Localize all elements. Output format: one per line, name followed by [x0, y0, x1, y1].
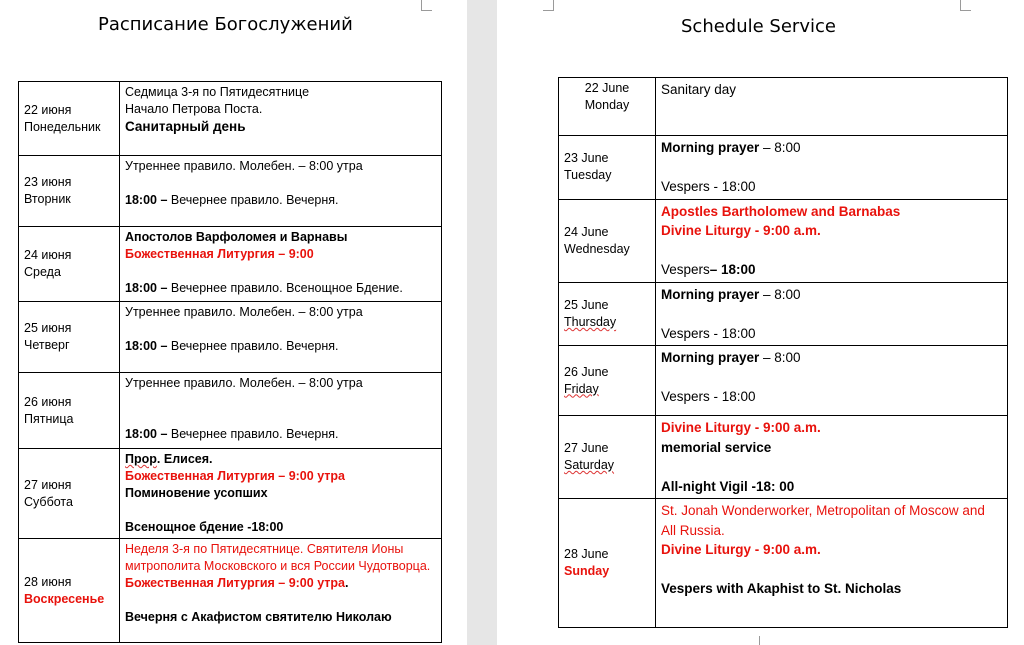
service-line: Начало Петрова Поста.: [125, 102, 263, 116]
service-line: Санитарный день: [125, 119, 246, 134]
service-text: Вечернее правило. Вечерня.: [167, 427, 339, 441]
service-line: memorial service: [661, 439, 772, 455]
service-cell: [120, 227, 442, 302]
weekday-text: Суббота: [24, 494, 73, 509]
service-cell: [656, 282, 1008, 346]
service-text: Morning prayer: [661, 140, 760, 155]
weekday-text: Saturday: [564, 458, 615, 472]
weekday-text: Понедельник: [24, 119, 101, 134]
weekday-text: Среда: [24, 265, 61, 279]
service-line: St. Jonah Wonderworker, Metropolitan of Moscow and All Russia.: [661, 503, 985, 538]
date-cell: [19, 227, 120, 302]
service-time: – 8:00: [759, 286, 801, 302]
english-schedule-title: Schedule Service: [681, 16, 836, 37]
service-text: Morning prayer: [661, 350, 760, 365]
service-text: Божественная Литургия – 9:00 утра: [125, 576, 346, 590]
service-line: Divine Liturgy - 9:00 a.m.: [661, 542, 821, 557]
service-time: 18:00 –: [125, 281, 168, 295]
weekday-text: Пятница: [24, 411, 74, 426]
table-row: [559, 282, 1008, 346]
date-cell: [559, 346, 656, 416]
table-row: [559, 199, 1008, 282]
weekday-text: Sunday: [564, 564, 610, 578]
table-row: [559, 416, 1008, 499]
table-row: [19, 449, 442, 539]
service-line: [125, 280, 436, 297]
service-time: 18:00 –: [125, 339, 168, 353]
date-text: 23 June: [564, 151, 609, 166]
service-line: Sanitary day: [661, 82, 737, 97]
date-text: 22 июня: [24, 102, 72, 117]
date-text: 22 June: [584, 81, 630, 95]
date-text: 25 June: [564, 297, 609, 312]
service-line: Божественная Литургия – 9:00 утра: [125, 469, 346, 483]
date-cell: [19, 539, 120, 643]
russian-schedule-table: [18, 81, 442, 643]
crop-mark: [543, 0, 554, 11]
service-line: Divine Liturgy - 9:00 a.m.: [661, 223, 821, 238]
service-text: .: [345, 576, 349, 590]
service-text: Вечернее правило. Вечерня.: [167, 193, 339, 207]
service-time: – 18:00: [709, 262, 756, 277]
table-row: [19, 227, 442, 302]
weekday-text: Tuesday: [564, 168, 612, 183]
service-cell: [656, 136, 1008, 200]
english-page: [497, 0, 1024, 645]
service-time: – 8:00: [759, 350, 801, 365]
date-text: 26 июня: [24, 394, 72, 409]
service-text: . Елисея.: [156, 452, 213, 466]
table-row: [19, 156, 442, 227]
service-cell: [120, 373, 442, 449]
date-cell: [559, 199, 656, 282]
table-row: [19, 82, 442, 156]
table-row: [559, 499, 1008, 628]
date-cell: [559, 282, 656, 346]
russian-schedule-title: Расписание Богослужений: [98, 14, 353, 35]
table-row: [19, 539, 442, 643]
weekday-text: Friday: [564, 381, 599, 396]
date-cell: [19, 373, 120, 449]
weekday-text: Вторник: [24, 192, 71, 206]
service-time: 18:00 –: [125, 193, 168, 207]
service-line: Vespers with Akaphist to St. Nicholas: [661, 581, 902, 596]
service-line: Divine Liturgy - 9:00 a.m.: [661, 420, 821, 435]
service-line: Vespers - 18:00: [661, 325, 756, 341]
service-line: Apostles Bartholomew and Barnabas: [661, 203, 901, 219]
service-line: Поминовение усопших: [125, 486, 268, 500]
table-row: [559, 136, 1008, 200]
service-text: Morning prayer: [661, 286, 760, 302]
date-cell: [559, 416, 656, 499]
service-line: [125, 575, 436, 592]
table-row: [559, 78, 1008, 136]
table-row: [19, 302, 442, 373]
service-cell: [120, 82, 442, 156]
date-text: 24 June: [564, 224, 609, 239]
service-line: [661, 138, 1002, 158]
service-line: Утреннее правило. Молебен. – 8:00 утра: [125, 159, 363, 173]
date-text: 25 июня: [24, 321, 72, 335]
date-text: 23 июня: [24, 175, 72, 189]
date-cell: [559, 499, 656, 628]
service-line: Всенощное бдение -18:00: [125, 520, 284, 534]
service-text: Vespers: [661, 262, 710, 277]
service-line: [661, 285, 1002, 305]
date-cell: [559, 136, 656, 200]
service-line: Неделя 3-я по Пятидесятнице. Святителя Ионы митрополита Московского и вся России Чудотворца.: [125, 542, 431, 573]
crop-mark: [759, 636, 770, 645]
service-text: Вечернее правило. Всенощное Бдение.: [167, 281, 403, 295]
russian-page: [0, 0, 467, 645]
table-row: [559, 346, 1008, 416]
service-line: Vespers - 18:00: [661, 179, 756, 194]
service-line: Vespers - 18:00: [661, 389, 756, 404]
date-cell: [559, 78, 656, 136]
date-text: 24 июня: [24, 248, 72, 262]
date-cell: [19, 156, 120, 227]
service-line: [125, 426, 436, 443]
service-line: All-night Vigil -18: 00: [661, 478, 795, 494]
crop-mark: [960, 0, 971, 11]
service-line: [125, 338, 436, 355]
service-cell: [656, 78, 1008, 136]
service-cell: [656, 346, 1008, 416]
service-cell: [120, 539, 442, 643]
weekday-text: Воскресенье: [24, 591, 105, 606]
service-line: Апостолов Варфоломея и Варнавы: [125, 230, 348, 244]
service-line: [125, 451, 436, 468]
service-text: Вечернее правило. Вечерня.: [167, 339, 339, 353]
table-row: [19, 373, 442, 449]
service-cell: [120, 302, 442, 373]
crop-mark: [421, 0, 432, 11]
service-time: – 8:00: [759, 140, 801, 155]
page-gap: [467, 0, 497, 645]
service-line: Утреннее правило. Молебен. – 8:00 утра: [125, 376, 363, 390]
weekday-text: Thursday: [564, 314, 617, 329]
date-cell: [19, 302, 120, 373]
date-cell: [19, 82, 120, 156]
english-schedule-table: [558, 77, 1008, 628]
service-cell: [120, 156, 442, 227]
date-text: 27 июня: [24, 477, 72, 492]
service-cell: [656, 499, 1008, 628]
service-line: Седмица 3-я по Пятидесятнице: [125, 85, 310, 99]
service-cell: [656, 416, 1008, 499]
service-line: [661, 348, 1002, 368]
service-time: 18:00 –: [125, 427, 168, 441]
weekday-text: Wednesday: [564, 241, 630, 256]
service-line: [125, 192, 436, 209]
date-text: 28 June: [564, 547, 609, 561]
date-text: 27 June: [564, 441, 609, 455]
service-line: Божественная Литургия – 9:00: [125, 247, 314, 261]
service-line: Утреннее правило. Молебен. – 8:00 утра: [125, 305, 363, 319]
weekday-text: Четверг: [24, 338, 70, 352]
spellcheck-word: Прор: [125, 452, 157, 466]
service-cell: [120, 449, 442, 539]
service-cell: [656, 199, 1008, 282]
weekday-text: Monday: [584, 98, 630, 112]
date-text: 28 июня: [24, 574, 72, 589]
service-line: [661, 260, 1002, 280]
date-cell: [19, 449, 120, 539]
service-line: Вечерня с Акафистом святителю Николаю: [125, 610, 392, 624]
date-text: 26 June: [564, 364, 609, 379]
